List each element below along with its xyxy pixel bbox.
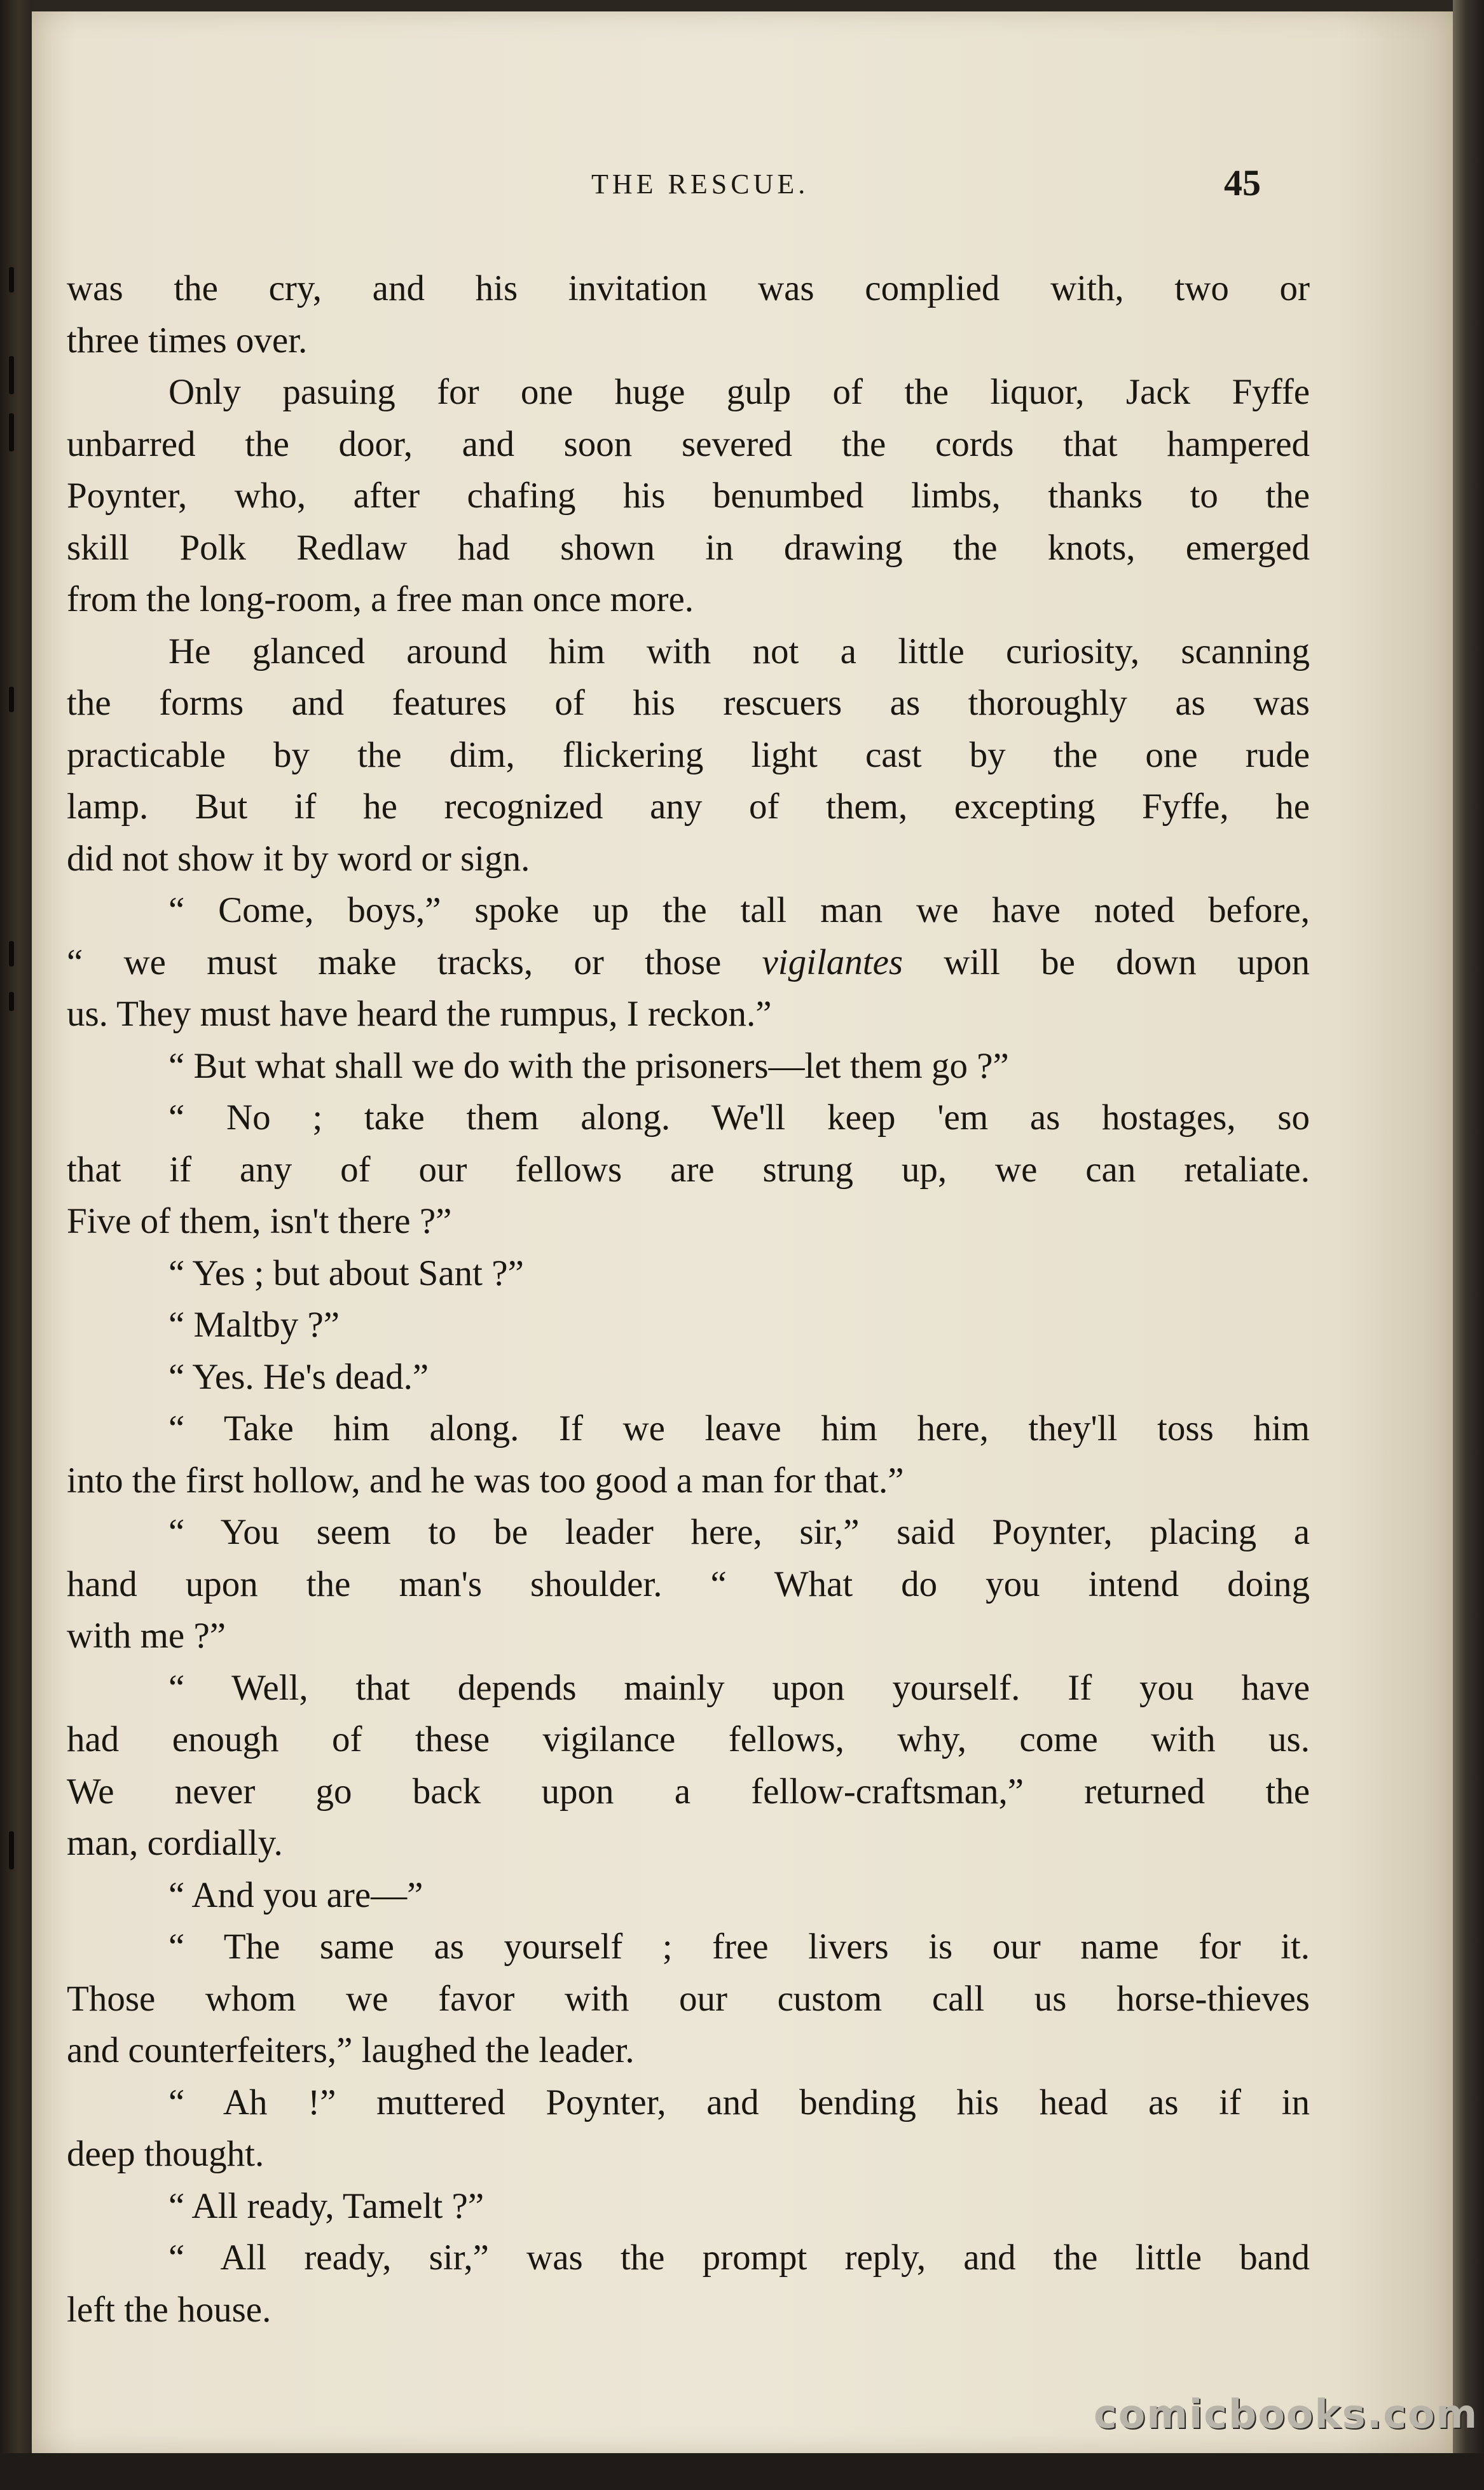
body-text bbox=[67, 263, 1310, 2335]
text-line: “ And you are—” bbox=[168, 1874, 423, 1915]
text-line: man, cordially. bbox=[67, 1823, 283, 1863]
text-line: “ Come, boys,” spoke up the tall man we have noted before, bbox=[168, 890, 1310, 930]
text-line: from the long-room, a free man once more. bbox=[67, 579, 694, 619]
text-line: “ No ; take them along. We'll keep 'em as hostages, so bbox=[168, 1097, 1310, 1138]
text-line: with me ?” bbox=[67, 1616, 226, 1656]
text-line: “ But what shall we do with the prisoners—let them go ?” bbox=[168, 1045, 1009, 1086]
book-page bbox=[32, 11, 1453, 2453]
text-line: “ The same as yourself ; free livers is our name for it. bbox=[168, 1927, 1310, 1967]
binding-mark bbox=[9, 356, 14, 394]
left-binding-edge bbox=[0, 0, 32, 2490]
text-line: the forms and features of his rescuers as thoroughly as was bbox=[67, 683, 1310, 723]
binding-mark bbox=[9, 1831, 14, 1869]
text-line: that if any of our fellows are strung up, we can retaliate. bbox=[67, 1149, 1310, 1190]
text-line: “ All ready, sir,” was the prompt reply, and the little band bbox=[168, 2238, 1310, 2278]
running-head bbox=[32, 156, 1453, 214]
text-line: “ Well, that depends mainly upon yourself. If you have bbox=[168, 1667, 1310, 1708]
binding-mark bbox=[9, 687, 14, 712]
text-line: deep thought. bbox=[67, 2134, 265, 2174]
binding-mark bbox=[9, 413, 14, 451]
text-line: left the house. bbox=[67, 2289, 271, 2330]
text-line: practicable by the dim, flickering light cast by the one rude bbox=[67, 734, 1310, 775]
text-line: and counterfeiters,” laughed the leader. bbox=[67, 2030, 635, 2070]
text-line: “ Take him along. If we leave him here, they'll toss him bbox=[168, 1408, 1310, 1448]
binding-mark bbox=[9, 992, 14, 1011]
text-line: “ Maltby ?” bbox=[168, 1305, 340, 1345]
text-line: into the first hollow, and he was too good a man for that.” bbox=[67, 1460, 904, 1501]
running-title: THE RESCUE. bbox=[591, 169, 809, 200]
text-line: three times over. bbox=[67, 320, 308, 361]
binding-mark bbox=[9, 267, 14, 292]
text-line: skill Polk Redlaw had shown in drawing the knots, emerged bbox=[67, 527, 1310, 568]
text-line: “ You seem to be leader here, sir,” said Poynter, placing a bbox=[168, 1512, 1310, 1552]
text-line: Poynter, who, after chafing his benumbed limbs, thanks to the bbox=[67, 476, 1310, 516]
text-line: “ Yes. He's dead.” bbox=[168, 1356, 429, 1397]
watermark-logo: comicbooks.com bbox=[1094, 2391, 1479, 2437]
text-line: was the cry, and his invitation was complied with, two or bbox=[67, 268, 1310, 308]
text-line: hand upon the man's shoulder. “ What do you intend doing bbox=[67, 1564, 1310, 1604]
text-line: “ Yes ; but about Sant ?” bbox=[168, 1253, 524, 1293]
text-line: He glanced around him with not a little curiosity, scanning bbox=[168, 631, 1310, 671]
page-number: 45 bbox=[1224, 162, 1261, 203]
text-line: We never go back upon a fellow-craftsman,” returned the bbox=[67, 1771, 1310, 1812]
italic-word: vigilantes bbox=[762, 942, 903, 982]
text-line: “ we must make tracks, or those vigilantes will be down upon bbox=[67, 942, 1310, 982]
text-line: had enough of these vigilance fellows, why, come with us. bbox=[67, 1719, 1310, 1759]
text-line: Those whom we favor with our custom call us horse-thieves bbox=[67, 1978, 1310, 2019]
right-page-edge bbox=[1453, 0, 1484, 2490]
text-line: “ Ah !” muttered Poynter, and bending his head as if in bbox=[168, 2082, 1310, 2122]
bottom-page-edge bbox=[0, 2453, 1484, 2490]
text-line: did not show it by word or sign. bbox=[67, 838, 530, 879]
text-line: “ All ready, Tamelt ?” bbox=[168, 2185, 484, 2226]
text-line: lamp. But if he recognized any of them, excepting Fyffe, he bbox=[67, 787, 1310, 827]
text-line: us. They must have heard the rumpus, I reckon.” bbox=[67, 994, 772, 1034]
text-line: Only pasuing for one huge gulp of the liquor, Jack Fyffe bbox=[168, 372, 1310, 412]
text-line: Five of them, isn't there ?” bbox=[67, 1201, 452, 1241]
text-line: unbarred the door, and soon severed the cords that hampered bbox=[67, 423, 1310, 464]
binding-mark bbox=[9, 941, 14, 966]
